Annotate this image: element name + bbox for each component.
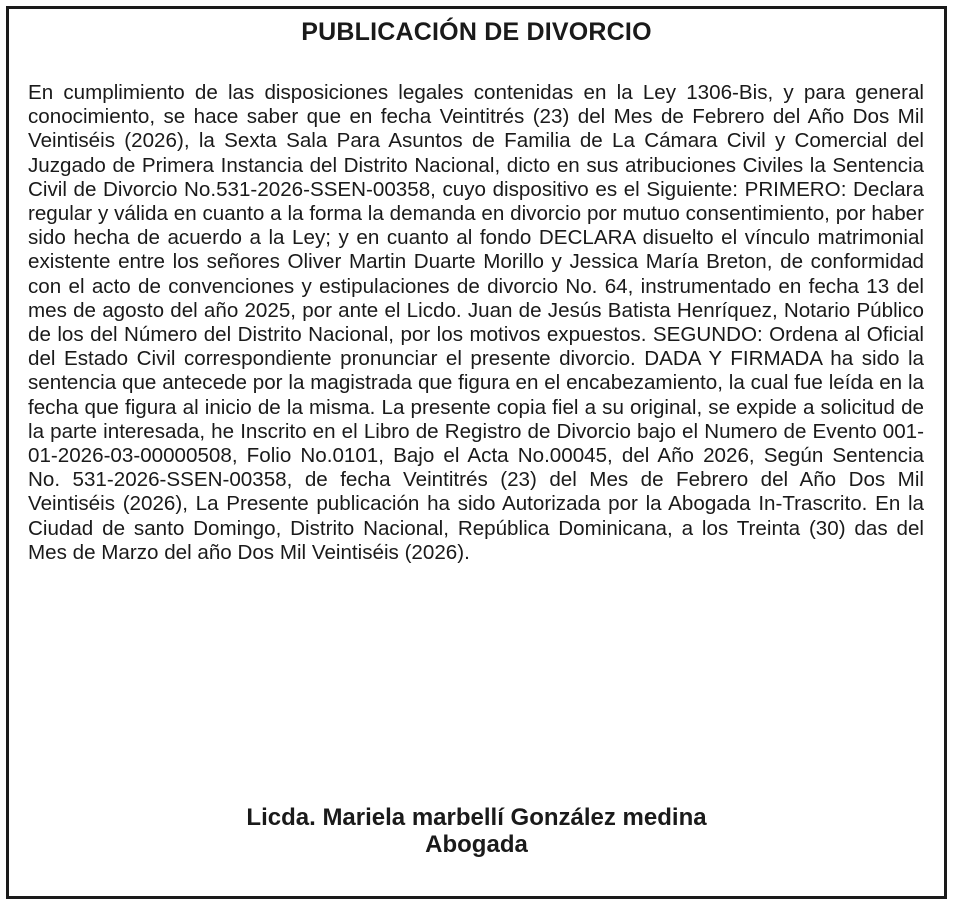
signatory-role: Abogada (425, 831, 528, 858)
signature-block (9, 804, 944, 858)
divorce-notice (6, 6, 947, 899)
signatory-name: Licda. Mariela marbellí González medina (246, 804, 707, 831)
notice-title: PUBLICACIÓN DE DIVORCIO (301, 18, 652, 46)
notice-body: En cumplimiento de las disposiciones legales contenidas en la Ley 1306-Bis, y para general conocimiento, se hace saber que en fecha Veintitrés (23) del Mes de Febrero del Año Dos Mil Veintiséis (2026), la Sexta Sala Para Asuntos de Familia de La Cámara Civil y Comercial del Juzgado de Primera Instancia del Distrito Nacional, dicto en sus atribuciones Civiles la Sentencia Civil de Divorcio No.531-2026-SSEN-00358, cuyo dispositivo es el Siguiente: PRIMERO: Declara regular y válida en cuanto a la forma la demanda en divorcio por mutuo consentimiento, por haber sido hecha de acuerdo a la Ley; y en cuanto al fondo DECLARA disuelto el vínculo matrimonial existente entre los señores Oliver Martin Duarte Morillo y Jessica María Breton, de conformidad con el acto de convenciones y estipulaciones de divorcio No. 64, instrumentado en fecha 13 del mes de agosto del año 2025, por ante el Licdo. Juan de Jesús Batista Henríquez, Notario Público de los del Número del Distrito Nacional, por los motivos expuestos. SEGUNDO: Ordena al Oficial del Estado Civil correspondiente pronunciar el presente divorcio. DADA Y FIRMADA ha sido la sentencia que antecede por la magistrada que figura en el encabezamiento, la cual fue leída en la fecha que figura al inicio de la misma. La presente copia fiel a su original, se expide a solicitud de la parte interesada, he Inscrito en el Libro de Registro de Divorcio bajo el Numero de Evento 001-01-2026-03-00000508, Folio No.0101, Bajo el Acta No.00045, del Año 2026, Según Sentencia No. 531-2026-SSEN-00358, de fecha Veintitrés (23) del Mes de Febrero del Año Dos Mil Veintiséis (2026), La Presente publicación ha sido Autorizada por la Abogada In-Trascrito. En la Ciudad de santo Domingo, Distrito Nacional, República Dominicana, a los Treinta (30) das del Mes de Marzo del año Dos Mil Veintiséis (2026). (28, 81, 924, 564)
